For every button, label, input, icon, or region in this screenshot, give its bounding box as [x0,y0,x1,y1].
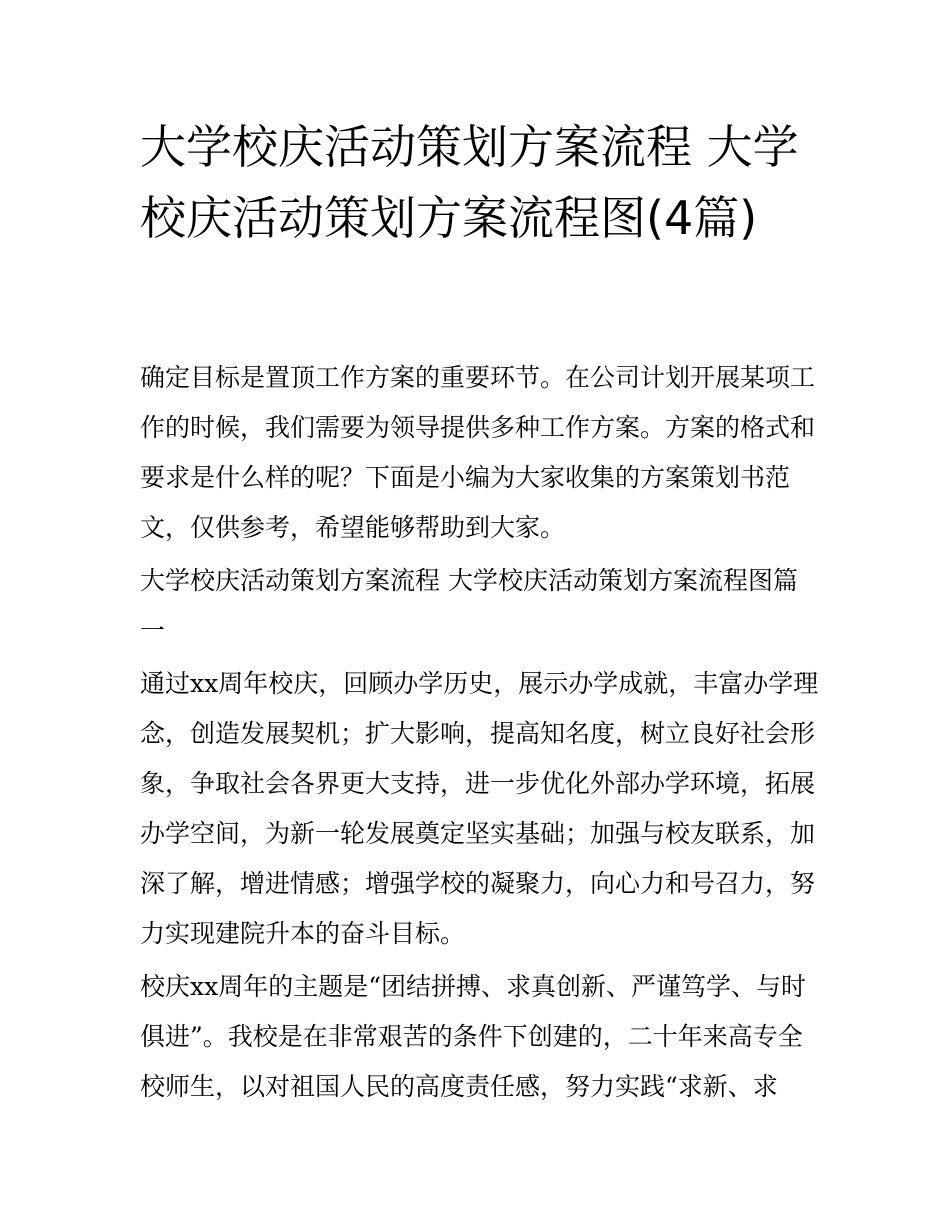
document-title: 大学校庆活动策划方案流程 大学校庆活动策划方案流程图(4篇) [140,120,799,245]
body-paragraph: 校庆xx周年的主题是“团结拼搏、求真创新、严谨笃学、与时俱进”。我校是在非常艰苦的条件下创建的，二十年来高专全校师生，以对祖国人民的高度责任感，努力实践“求新、求 [140,972,806,1101]
intro-paragraph: 确定目标是置顶工作方案的重要环节。在公司计划开展某项工作的时候，我们需要为领导提供多种工作方案。方案的格式和要求是什么样的呢？下面是小编为大家收集的方案策划书范文，仅供参考，希望能够帮助到大家。 [140,363,816,542]
body-paragraph: 通过xx周年校庆，回顾办学历史，展示办学成就，丰富办学理念，创造发展契机；扩大影响，提高知名度，树立良好社会形象，争取社会各界更大支持，进一步优化外部办学环境，拓展办学空间，为新一轮发展奠定坚实基础；加强与校友联系，加深了解，增进情感；增强学校的凝聚力，向心力和号召力，努力实现建院升本的奋斗目标。 [140,669,819,948]
document-body [140,353,820,1115]
section-heading: 大学校庆活动策划方案流程 大学校庆活动策划方案流程图篇一 [140,566,798,645]
